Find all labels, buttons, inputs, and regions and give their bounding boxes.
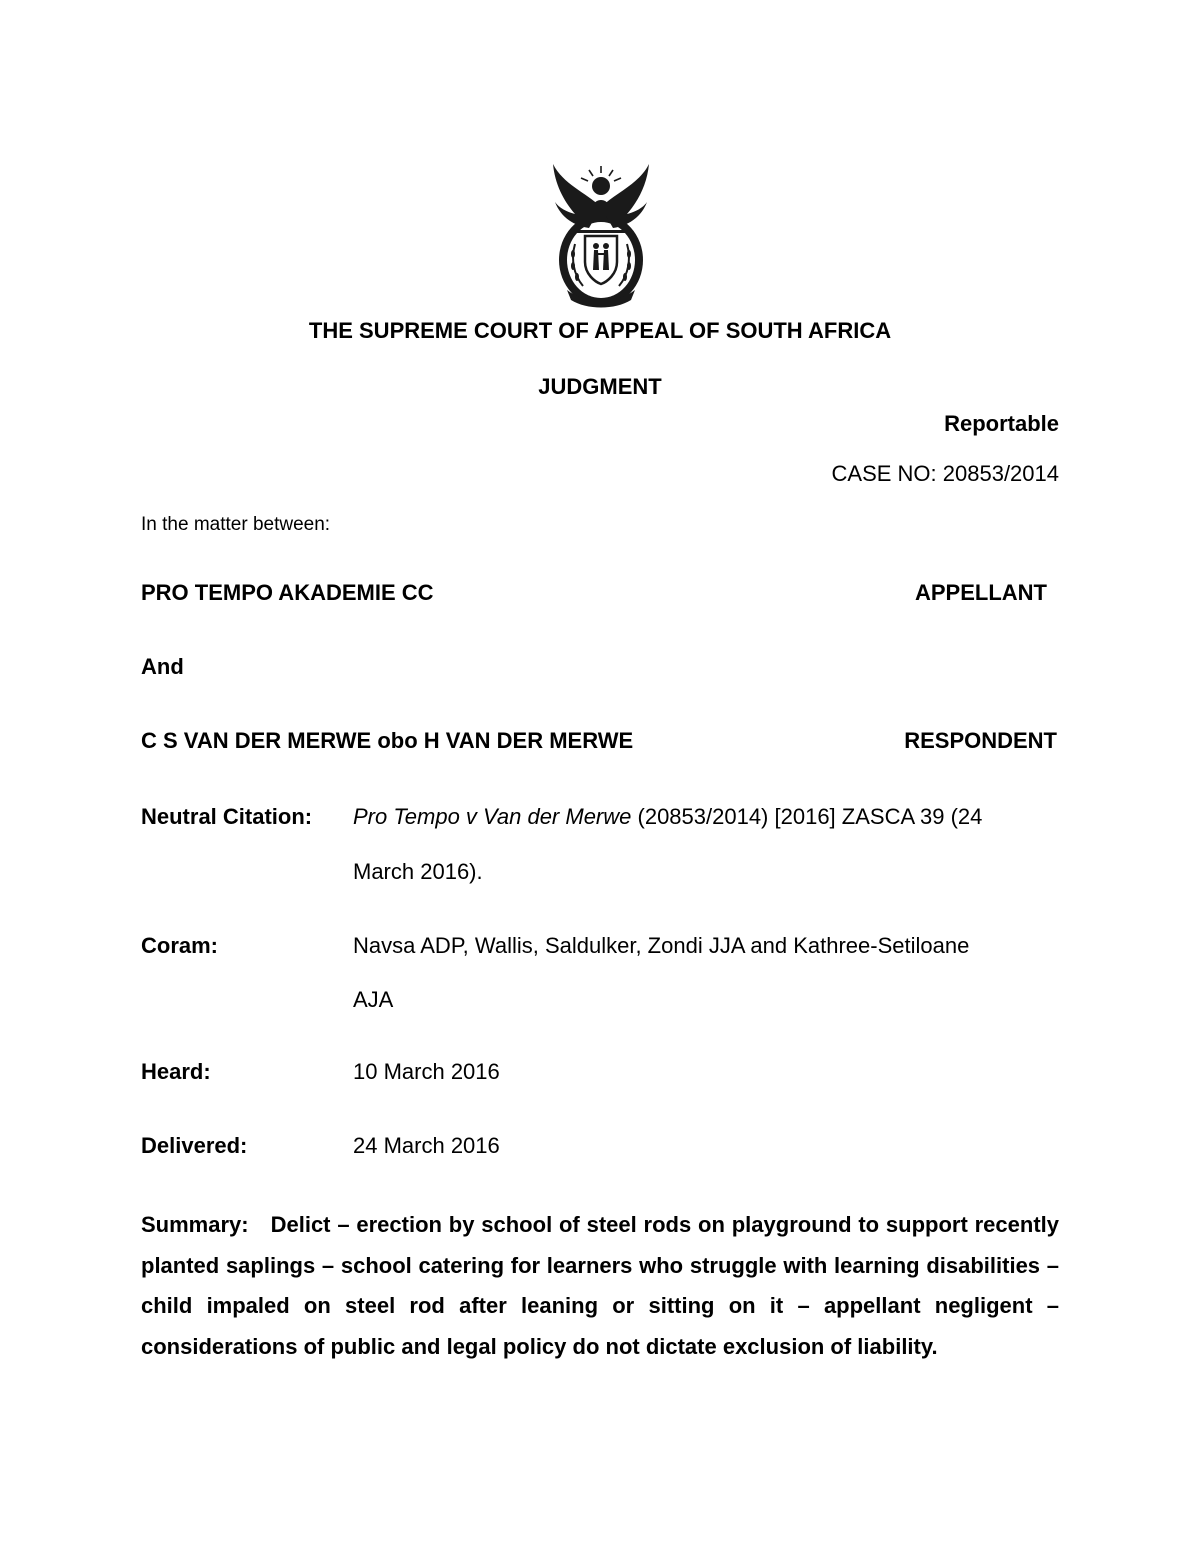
summary-text: Delict – erection by school of steel rods on playground to support recently planted saplings – school catering for learners who struggle with learning disabilities – child impaled on steel rod after leaning or sitting on it – appellant negligent – considerations of public and legal policy do not dictate exclusion of liability. — [141, 1212, 1059, 1359]
appellant-name: PRO TEMPO AKADEMIE CC — [141, 580, 434, 605]
heard-label: Heard: — [141, 1059, 211, 1084]
coram-line-2: AJA — [353, 987, 394, 1012]
coat-of-arms-icon — [545, 162, 657, 308]
neutral-citation-label: Neutral Citation: — [141, 804, 313, 829]
heard-date: 10 March 2016 — [353, 1059, 500, 1084]
respondent-role: RESPONDENT — [904, 728, 1057, 753]
neutral-citation-line-1 — [353, 804, 982, 830]
respondent-name: C S VAN DER MERWE obo H VAN DER MERWE — [141, 728, 634, 753]
summary-paragraph — [141, 1205, 1059, 1367]
document-type-heading: JUDGMENT — [538, 374, 662, 399]
delivered-date: 24 March 2016 — [353, 1133, 500, 1158]
case-number: CASE NO: 20853/2014 — [831, 461, 1059, 486]
reportable-label: Reportable — [944, 411, 1059, 436]
citation-reference: (20853/2014) [2016] ZASCA 39 (24 — [631, 804, 983, 829]
delivered-label: Delivered: — [141, 1133, 248, 1158]
coram-line-1: Navsa ADP, Wallis, Saldulker, Zondi JJA and Kathree-Setiloane — [353, 933, 970, 958]
matter-between-text: In the matter between: — [141, 514, 331, 535]
coram-label: Coram: — [141, 933, 219, 958]
and-separator: And — [141, 654, 184, 679]
appellant-role: APPELLANT — [915, 580, 1047, 605]
citation-case-name: Pro Tempo v Van der Merwe — [353, 804, 632, 829]
neutral-citation-line-2: March 2016). — [353, 859, 483, 884]
summary-label: Summary: — [141, 1212, 249, 1237]
court-name: THE SUPREME COURT OF APPEAL OF SOUTH AFRICA — [308, 318, 892, 343]
